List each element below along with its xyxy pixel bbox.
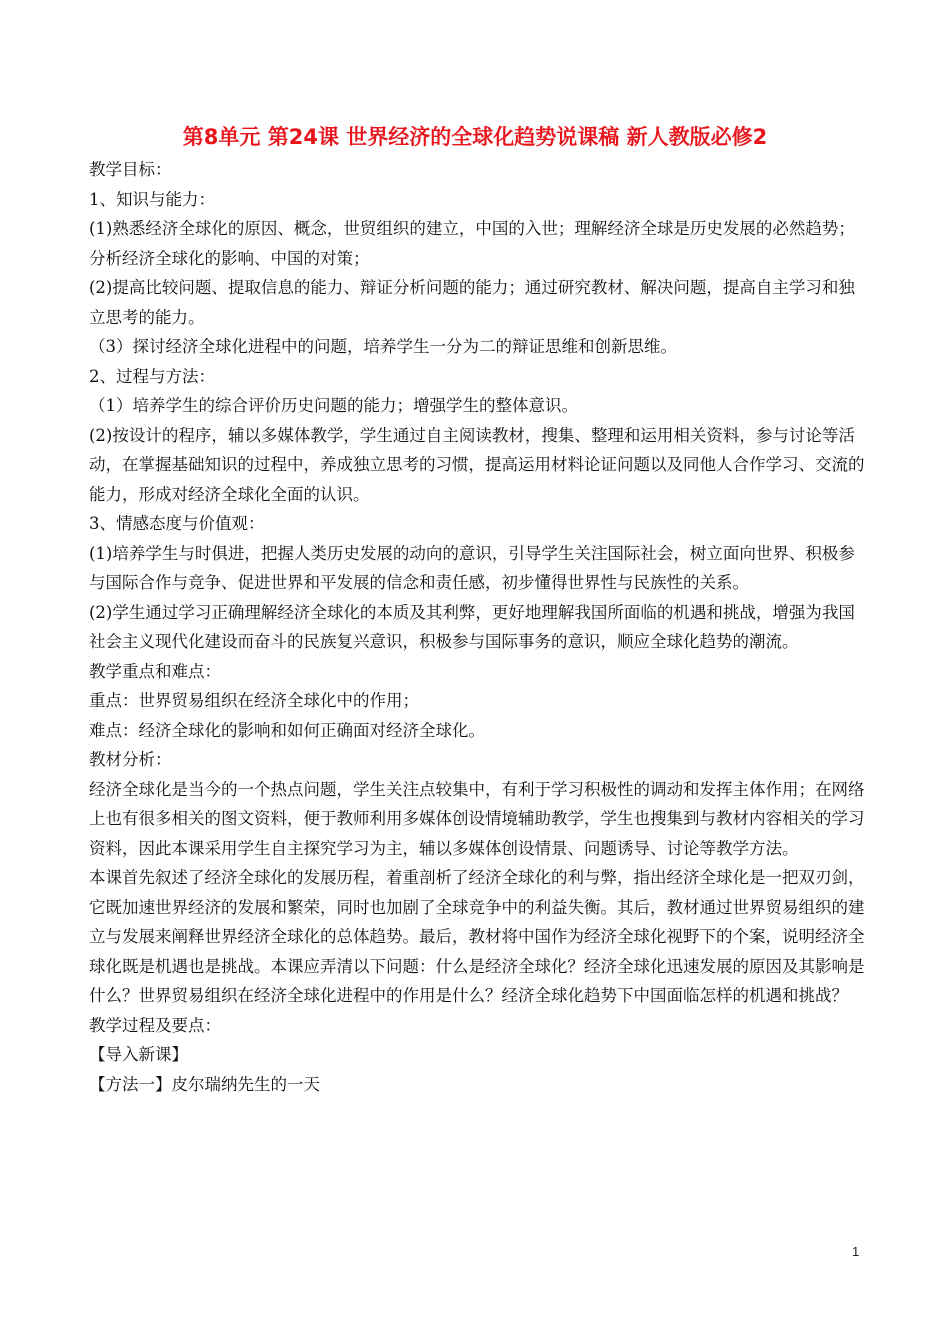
paragraph-emotion-1: (1)培养学生与时俱进，把握人类历史发展的动向的意识，引导学生关注国际社会，树立面向世界、积极参与国际合作与竞争、促进世界和平发展的信念和责任感，初步懂得世界性与民族性的关系。 xyxy=(89,543,855,592)
paragraph-process-method-heading: 2、过程与方法： xyxy=(89,366,215,386)
paragraph-textbook-analysis-heading: 教材分析： xyxy=(89,750,172,769)
paragraph-emotion-values-heading: 3、情感态度与价值观： xyxy=(89,514,265,533)
document-title: 第8单元 第24课 世界经济的全球化趋势说课稿 新人教版必修2 xyxy=(182,125,768,149)
paragraph-process-2: (2)按设计的程序，辅以多媒体教学，学生通过自主阅读教材，搜集、整理和运用相关资料，参与讨论等活动，在掌握基础知识的过程中，养成独立思考的习惯，提高运用材料论证问题以及同他人合作学习、交流的能力，形成对经济全球化全面的认识。 xyxy=(89,425,865,504)
paragraph-difficult-point: 难点：经济全球化的影响和如何正确面对经济全球化。 xyxy=(89,720,485,740)
document-body xyxy=(89,155,867,1099)
paragraph-knowledge-1: (1)熟悉经济全球化的原因、概念，世贸组织的建立，中国的入世；理解经济全球是历史发展的必然趋势；分析经济全球化的影响、中国的对策； xyxy=(89,219,855,268)
paragraph-knowledge-ability-heading: 1、知识与能力： xyxy=(89,189,215,209)
paragraph-emotion-2: (2)学生通过学习正确理解经济全球化的本质及其利弊，更好地理解我国所面临的机遇和挑战，增强为我国社会主义现代化建设而奋斗的民族复兴意识，积极参与国际事务的意识，顺应全球化趋势的潮流。 xyxy=(89,602,855,651)
paragraph-analysis-1: 经济全球化是当今的一个热点问题，学生关注点较集中，有利于学习积极性的调动和发挥主体作用；在网络上也有很多相关的图文资料，便于教师利用多媒体创设情境辅助教学，学生也搜集到与教材内容相关的学习资料，因此本课采用学生自主探究学习为主，辅以多媒体创设情景、问题诱导、讨论等教学方法。 xyxy=(89,779,865,858)
paragraph-key-difficult-heading: 教学重点和难点： xyxy=(89,661,221,681)
paragraph-key-point: 重点：世界贸易组织在经济全球化中的作用； xyxy=(89,691,419,710)
paragraph-knowledge-2: (2)提高比较问题、提取信息的能力、辩证分析问题的能力；通过研究教材、解决问题，提高自主学习和独立思考的能力。 xyxy=(89,278,855,327)
paragraph-intro-new-lesson: 【导入新课】 xyxy=(89,1045,188,1064)
page-number: 1 xyxy=(852,1244,860,1259)
paragraph-analysis-2: 本课首先叙述了经济全球化的发展历程，着重剖析了经济全球化的利与弊，指出经济全球化是一把双刃剑，它既加速世界经济的发展和繁荣，同时也加剧了全球竞争中的利益失衡。其后，教材通过世界贸易组织的建立与发展来阐释世界经济全球化的总体趋势。最后，教材将中国作为经济全球化视野下的个案，说明经济全球化既是机遇也是挑战。本课应弄清以下问题：什么是经济全球化？经济全球化迅速发展的原因及其影响是什么？世界贸易组织在经济全球化进程中的作用是什么？经济全球化趋势下中国面临怎样的机遇和挑战？ xyxy=(89,868,865,1005)
paragraph-teaching-goals-heading: 教学目标： xyxy=(89,160,172,179)
paragraph-teaching-process-heading: 教学过程及要点： xyxy=(89,1015,221,1035)
paragraph-method-one: 【方法一】皮尔瑞纳先生的一天 xyxy=(89,1074,320,1094)
paragraph-knowledge-3: （3）探讨经济全球化进程中的问题，培养学生一分为二的辩证思维和创新思维。 xyxy=(89,337,677,356)
paragraph-process-1: （1）培养学生的综合评价历史问题的能力；增强学生的整体意识。 xyxy=(89,396,578,415)
